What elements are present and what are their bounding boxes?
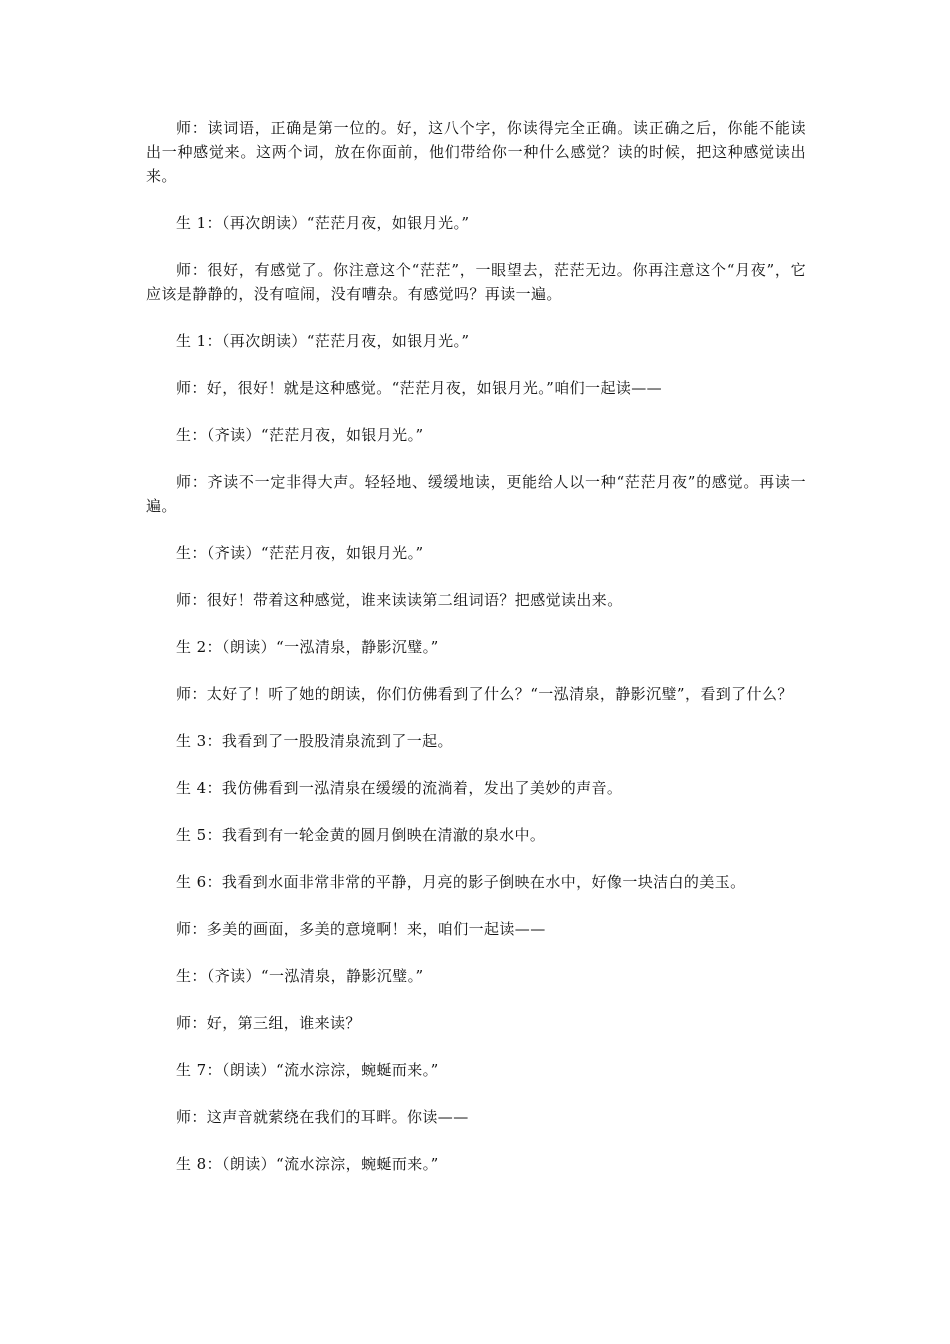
paragraph: 生 7：（朗读）“流水淙淙，蜿蜒而来。” xyxy=(176,1061,439,1079)
paragraph: 生 2：（朗读）“一泓清泉，静影沉璧。” xyxy=(176,638,439,656)
paragraph: 师：好，第三组，谁来读？ xyxy=(176,1014,361,1032)
paragraph: 师：很好，有感觉了。你注意这个“茫茫”，一眼望去，茫茫无边。你再注意这个“月夜”，它应该是静静的，没有喧闹，没有嘈杂。有感觉吗？再读一遍。 xyxy=(146,261,806,303)
paragraph: 生 1：（再次朗读）“茫茫月夜，如银月光。” xyxy=(176,214,470,232)
paragraph: 生 8：（朗读）“流水淙淙，蜿蜒而来。” xyxy=(176,1155,439,1173)
paragraph: 生 3：我看到了一股股清泉流到了一起。 xyxy=(176,732,453,750)
paragraph: 生 4：我仿佛看到一泓清泉在缓缓的流淌着，发出了美妙的声音。 xyxy=(176,779,623,797)
paragraph: 生 6：我看到水面非常非常的平静，月亮的影子倒映在水中，好像一块洁白的美玉。 xyxy=(176,873,746,891)
paragraph: 师：太好了！听了她的朗读，你们仿佛看到了什么？“一泓清泉，静影沉璧”，看到了什么？ xyxy=(176,685,793,703)
paragraph: 生：（齐读）“茫茫月夜，如银月光。” xyxy=(176,426,424,444)
paragraph: 师：很好！带着这种感觉，谁来读读第二组词语？把感觉读出来。 xyxy=(176,591,623,609)
paragraph: 师：读词语，正确是第一位的。好，这八个字，你读得完全正确。读正确之后，你能不能读出一种感觉来。这两个词，放在你面前，他们带给你一种什么感觉？读的时候，把这种感觉读出来。 xyxy=(146,119,806,185)
paragraph: 师：多美的画面，多美的意境啊！来，咱们一起读—— xyxy=(176,920,546,938)
paragraph: 生：（齐读）“一泓清泉，静影沉璧。” xyxy=(176,967,424,985)
paragraph: 生：（齐读）“茫茫月夜，如银月光。” xyxy=(176,544,424,562)
paragraph: 师：好，很好！就是这种感觉。“茫茫月夜，如银月光。”咱们一起读—— xyxy=(176,379,663,397)
paragraph: 生 1：（再次朗读）“茫茫月夜，如银月光。” xyxy=(176,332,470,350)
document-body xyxy=(146,116,806,1199)
paragraph: 生 5：我看到有一轮金黄的圆月倒映在清澈的泉水中。 xyxy=(176,826,546,844)
paragraph: 师：齐读不一定非得大声。轻轻地、缓缓地读，更能给人以一种“茫茫月夜”的感觉。再读一遍。 xyxy=(146,473,806,515)
paragraph: 师：这声音就萦绕在我们的耳畔。你读—— xyxy=(176,1108,469,1126)
